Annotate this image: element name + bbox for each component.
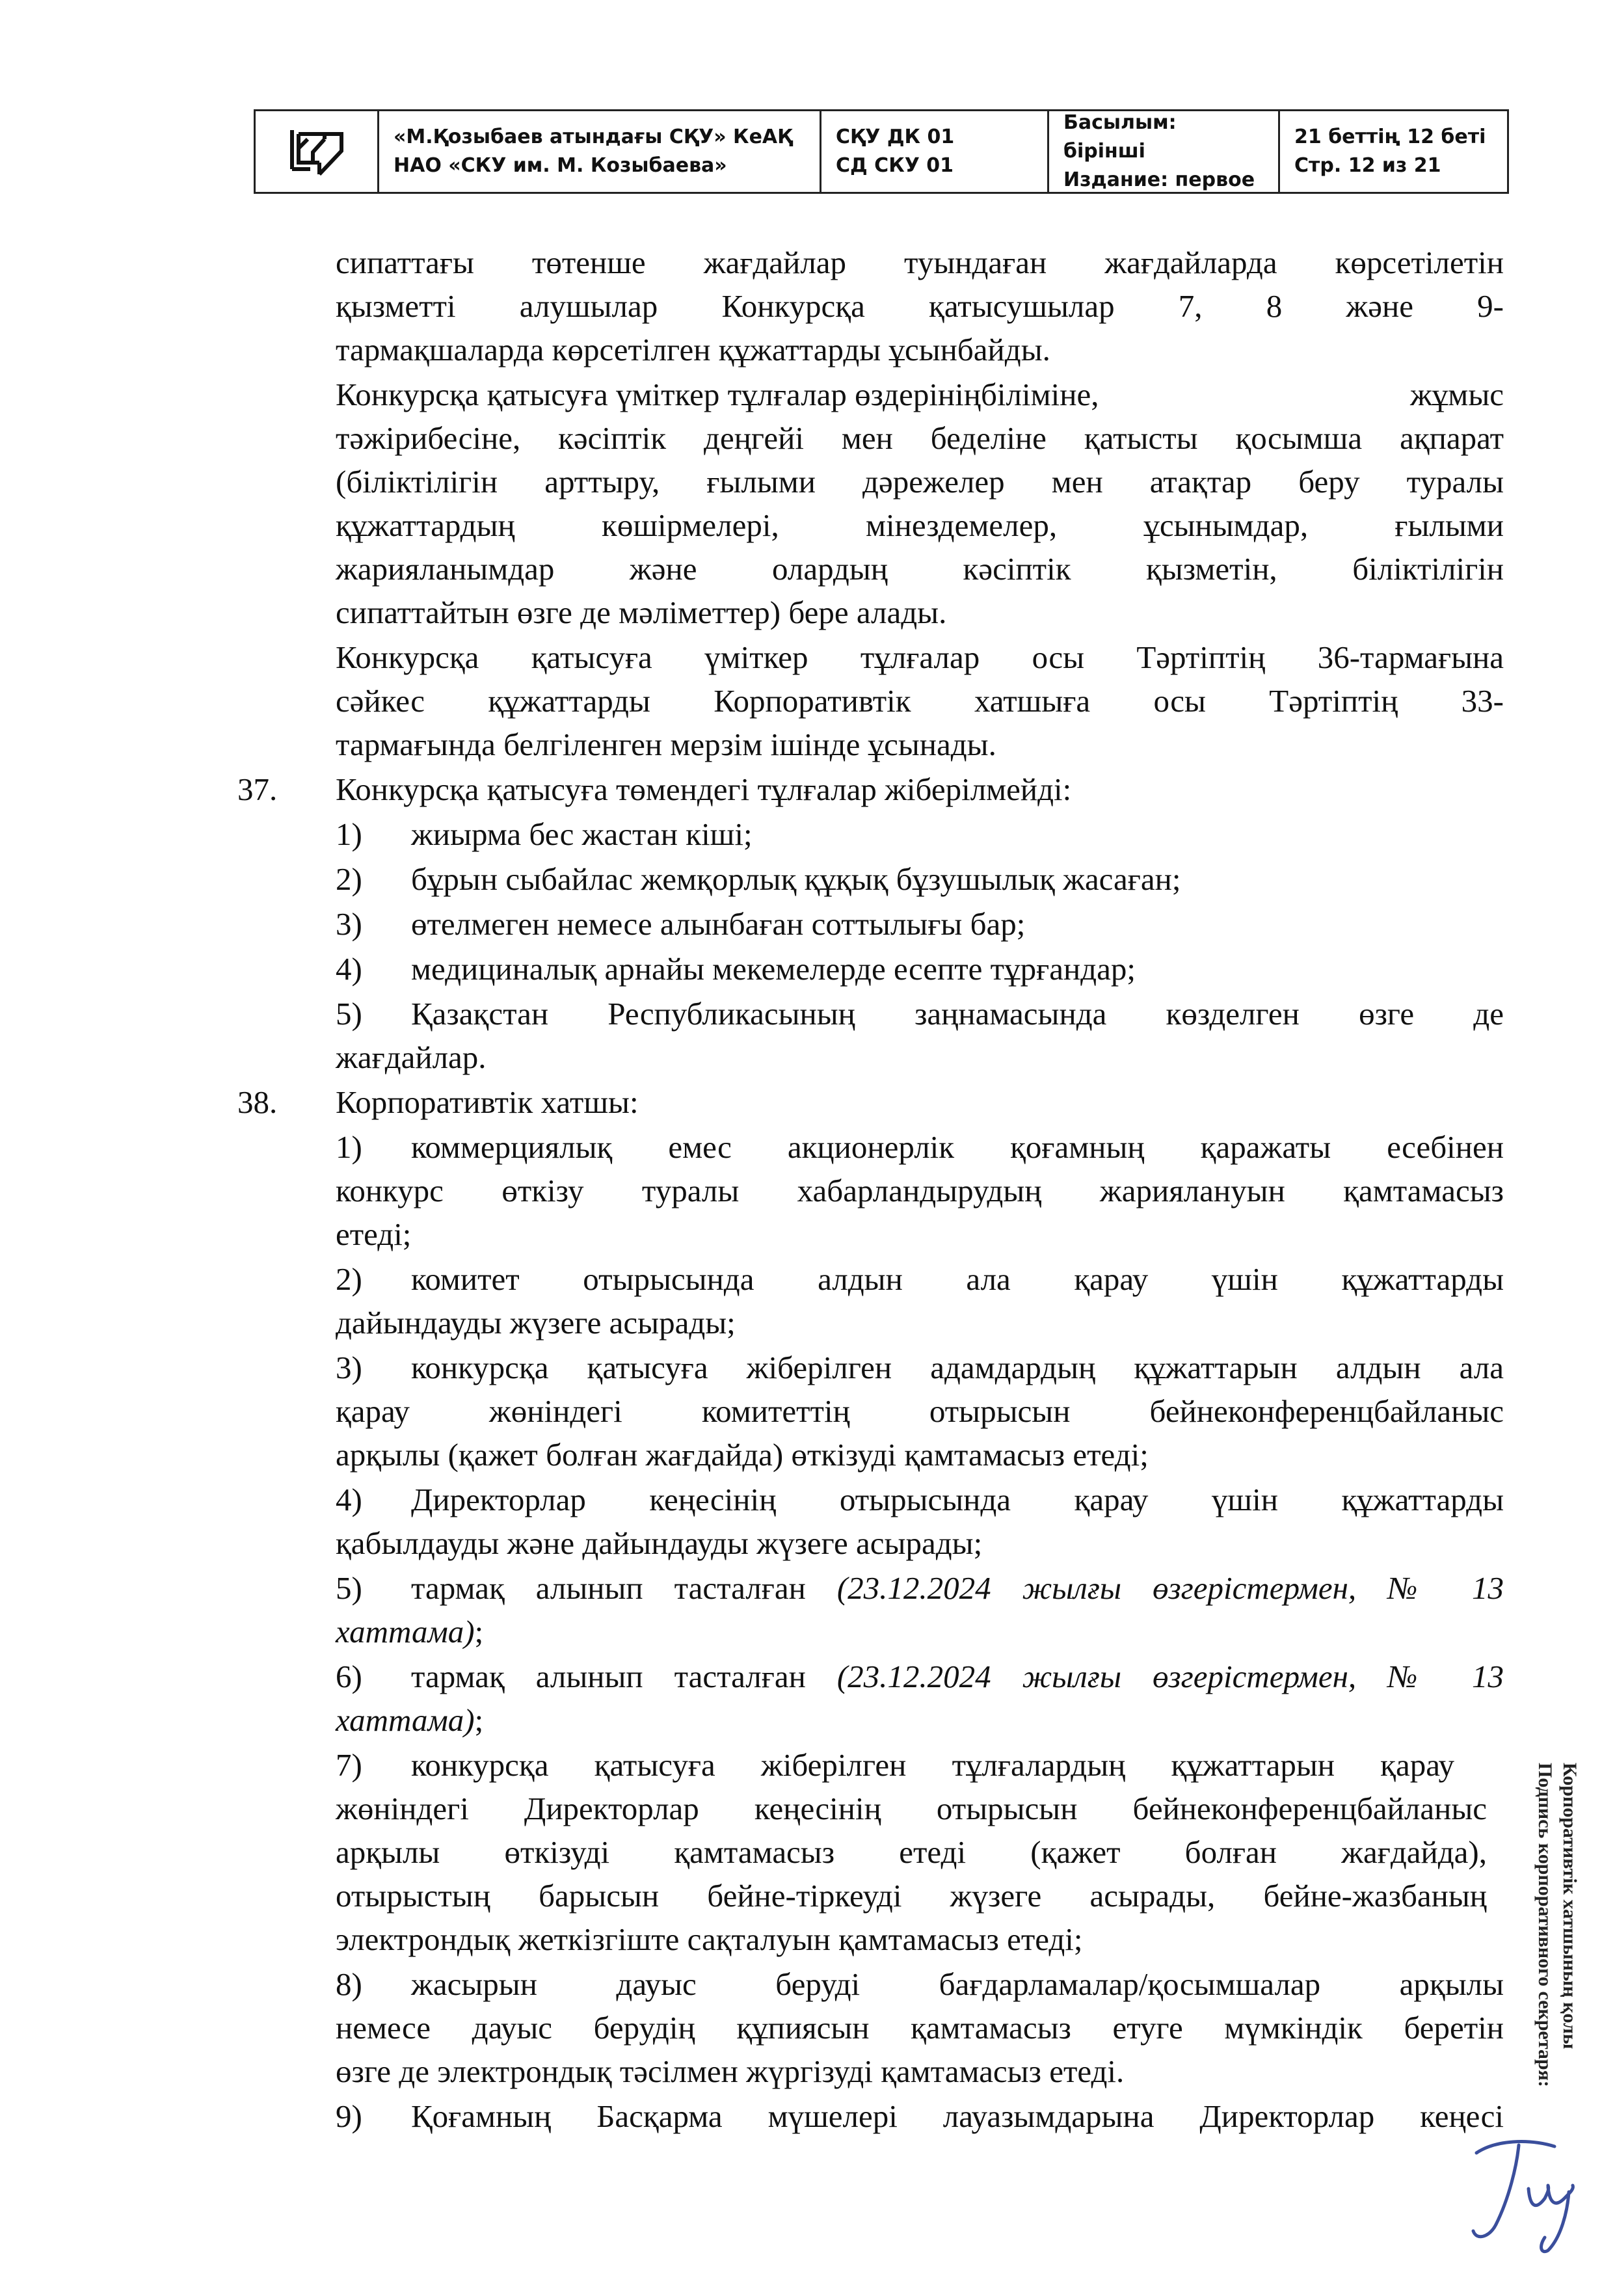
- amendment-note: (23.12.2024 жылғы өзгерістермен, № 13: [836, 1659, 1504, 1694]
- list-item-text: Қоғамның Басқарма мүшелері лауазымдарына Директорлар кеңесі: [411, 2098, 1504, 2134]
- item-number: 37.: [237, 771, 278, 807]
- paragraph-line: қызметті алушылар Конкурсқа қатысушылар 7, 8 және 9-: [336, 288, 1504, 324]
- document-header: [254, 109, 1509, 194]
- paragraph-line: (біліктілігін арттыру, ғылыми дәрежелер мен атақтар беру туралы: [336, 464, 1504, 500]
- list-item-continuation: жөніндегі Директорлар кеңесінің отырысын бейнеконференцбайланыс: [336, 1791, 1487, 1826]
- stamp-label-ru: Подпись корпоративного секретаря:: [1534, 1763, 1556, 2087]
- organization-cell: [379, 111, 821, 192]
- list-item-continuation: [336, 1610, 1504, 1653]
- item-title: Конкурсқа қатысуға төмендегі тұлғалар жіберілмейді:: [336, 771, 1072, 807]
- list-item-text: Директорлар кеңесінің отырысында қарау үшін құжаттарды: [411, 1482, 1504, 1517]
- list-item-text: коммерциялық емес акционерлік қоғамның қаражаты есебінен: [411, 1129, 1504, 1165]
- paragraph-line: жарияланымдар және олардың кәсіптік қызметін, біліктілігін: [336, 551, 1504, 587]
- list-item-number: 4): [336, 1482, 362, 1517]
- list-item: [336, 1125, 1504, 1169]
- handwritten-signature-icon: [1457, 2127, 1600, 2257]
- paragraph-line: сипаттағы төтенше жағдайлар туындаған жағдайларда көрсетілетін: [336, 245, 1504, 280]
- list-item-continuation: қарау жөніндегі комитеттің отырысын бейнеконференцбайланыс: [336, 1393, 1504, 1429]
- list-item-text: жасырын дауыс беруді бағдарламалар/қосымшалар арқылы: [411, 1966, 1504, 2002]
- paragraph-line: тармақшаларда көрсетілген құжаттарды ұсынбайды.: [336, 332, 1050, 367]
- item-number: 38.: [237, 1084, 278, 1120]
- page-number-cell: [1280, 111, 1507, 192]
- list-item-number: 4): [336, 951, 362, 987]
- list-item-continuation: немесе дауыс берудің құпиясын қамтамасыз етуге мүмкіндік беретін: [336, 2010, 1504, 2046]
- list-item-text: ;: [474, 1614, 484, 1649]
- list-item: [336, 992, 1504, 1035]
- amendment-note: хаттама): [336, 1614, 475, 1649]
- list-item-number: 6): [336, 1659, 362, 1694]
- list-item-continuation: арқылы (қажет болған жағдайда) өткізуді қамтамасыз етеді;: [336, 1437, 1149, 1473]
- list-item: [336, 1346, 1504, 1389]
- list-item-continuation: электрондық жеткізгіште сақталуын қамтамасыз етеді;: [336, 1921, 1083, 1957]
- list-item-continuation: өзге де электрондық тәсілмен жүргізуді қамтамасыз етеді.: [336, 2053, 1125, 2089]
- list-item-number: 2): [336, 1261, 362, 1297]
- list-item-number: 5): [336, 996, 362, 1032]
- list-item: [336, 1743, 1454, 1787]
- list-item-number: 8): [336, 1966, 362, 2002]
- edition-ru: Издание: первое: [1063, 168, 1255, 191]
- list-item: [336, 947, 1504, 991]
- paragraph-text: жұмыс: [1409, 377, 1504, 412]
- paragraph-line: [336, 373, 1504, 416]
- list-item-continuation: жағдайлар.: [336, 1039, 487, 1075]
- list-item-text: ;: [474, 1702, 484, 1738]
- list-item: [336, 857, 1504, 901]
- edition-cell: [1049, 111, 1280, 192]
- paragraph-line: сәйкес құжаттарды Корпоративтік хатшыға осы Тәртіптің 33-: [336, 683, 1504, 719]
- list-item-number: 2): [336, 861, 362, 897]
- list-item-text: Қазақстан Республикасының заңнамасында көзделген өзге де: [411, 996, 1504, 1032]
- list-item: [336, 1655, 1504, 1698]
- amendment-note: хаттама): [336, 1702, 475, 1738]
- item-title: Корпоративтік хатшы:: [336, 1084, 639, 1120]
- list-item-continuation: конкурс өткізу туралы хабарландырудың жариялануын қамтамасыз: [336, 1173, 1504, 1208]
- list-item: [336, 1478, 1504, 1521]
- list-item-number: 1): [336, 1129, 362, 1165]
- list-item-continuation: [336, 1698, 1504, 1742]
- list-item: [336, 2094, 1504, 2138]
- page-number-ru: Стр. 12 из 21: [1294, 154, 1441, 177]
- organization-name-ru: НАО «СКУ им. М. Козыбаева»: [394, 154, 727, 177]
- list-item-text: тармақ алынып тасталған: [411, 1659, 837, 1694]
- list-item-continuation: отырыстың барысын бейне-тіркеуді жүзеге асырады, бейне-жазбаның: [336, 1878, 1487, 1914]
- list-item-text: тармақ алынып тасталған: [411, 1570, 837, 1606]
- list-item-text: өтелмеген немесе алынбаған соттылығы бар;: [411, 906, 1026, 942]
- list-item: [336, 812, 1504, 856]
- paragraph-text: Конкурсқа қатысуға үміткер тұлғалар өздерініңбіліміне,: [336, 377, 1099, 412]
- list-item: [336, 1962, 1504, 2006]
- list-item-continuation: дайындауды жүзеге асырады;: [336, 1305, 736, 1341]
- list-item-continuation: етеді;: [336, 1216, 412, 1252]
- stamp-label-kz: Корпоративтік хатшының қолы: [1559, 1763, 1581, 2049]
- logo-cell: [256, 111, 379, 192]
- document-code-kz: СҚУ ДК 01: [836, 126, 955, 148]
- list-item-number: 9): [336, 2098, 362, 2134]
- paragraph-line: құжаттардың көшірмелері, мінездемелер, ұсынымдар, ғылыми: [336, 507, 1504, 543]
- university-logo-icon: [284, 122, 349, 181]
- list-item-number: 1): [336, 816, 362, 852]
- list-item-text: жиырма бес жастан кіші;: [411, 816, 753, 852]
- signature-stamp: [1515, 1763, 1600, 2257]
- amendment-note: (23.12.2024 жылғы өзгерістермен, № 13: [836, 1570, 1504, 1606]
- list-item-number: 3): [336, 1350, 362, 1385]
- list-item-number: 7): [336, 1747, 362, 1783]
- paragraph-line: тәжірибесіне, кәсіптік деңгейі мен беделіне қатысты қосымша ақпарат: [336, 420, 1504, 456]
- paragraph-line: сипаттайтын өзге де мәліметтер) бере алады.: [336, 594, 947, 630]
- list-item-continuation: арқылы өткізуді қамтамасыз етеді (қажет болған жағдайда),: [336, 1834, 1487, 1870]
- list-item-number: 3): [336, 906, 362, 942]
- edition-kz: Басылым: бірінші: [1063, 111, 1177, 163]
- list-item-text: комитет отырысында алдын ала қарау үшін құжаттарды: [411, 1261, 1504, 1297]
- page-number-kz: 21 беттің 12 беті: [1294, 126, 1486, 148]
- list-item-text: бұрын сыбайлас жемқорлық құқық бұзушылық жасаған;: [411, 861, 1181, 897]
- document-code-ru: СД СКУ 01: [836, 154, 954, 177]
- list-item: [336, 902, 1504, 946]
- list-item-text: конкурсқа қатысуға жіберілген тұлғалардың құжаттарын қарау: [411, 1747, 1454, 1783]
- list-item-text: конкурсқа қатысуға жіберілген адамдардың құжаттарын алдын ала: [411, 1350, 1504, 1385]
- list-item: [336, 1566, 1504, 1610]
- document-code-cell: [821, 111, 1049, 192]
- organization-name-kz: «М.Қозыбаев атындағы СҚУ» КеАҚ: [394, 126, 793, 148]
- paragraph-line: Конкурсқа қатысуға үміткер тұлғалар осы Тәртіптің 36-тармағына: [336, 639, 1504, 675]
- list-item-continuation: қабылдауды және дайындауды жүзеге асырады;: [336, 1525, 983, 1561]
- list-item: [336, 1257, 1504, 1301]
- paragraph-line: тармағында белгіленген мерзім ішінде ұсынады.: [336, 727, 996, 762]
- list-item-number: 5): [336, 1570, 362, 1606]
- list-item-text: медициналық арнайы мекемелерде есепте тұрғандар;: [411, 951, 1136, 987]
